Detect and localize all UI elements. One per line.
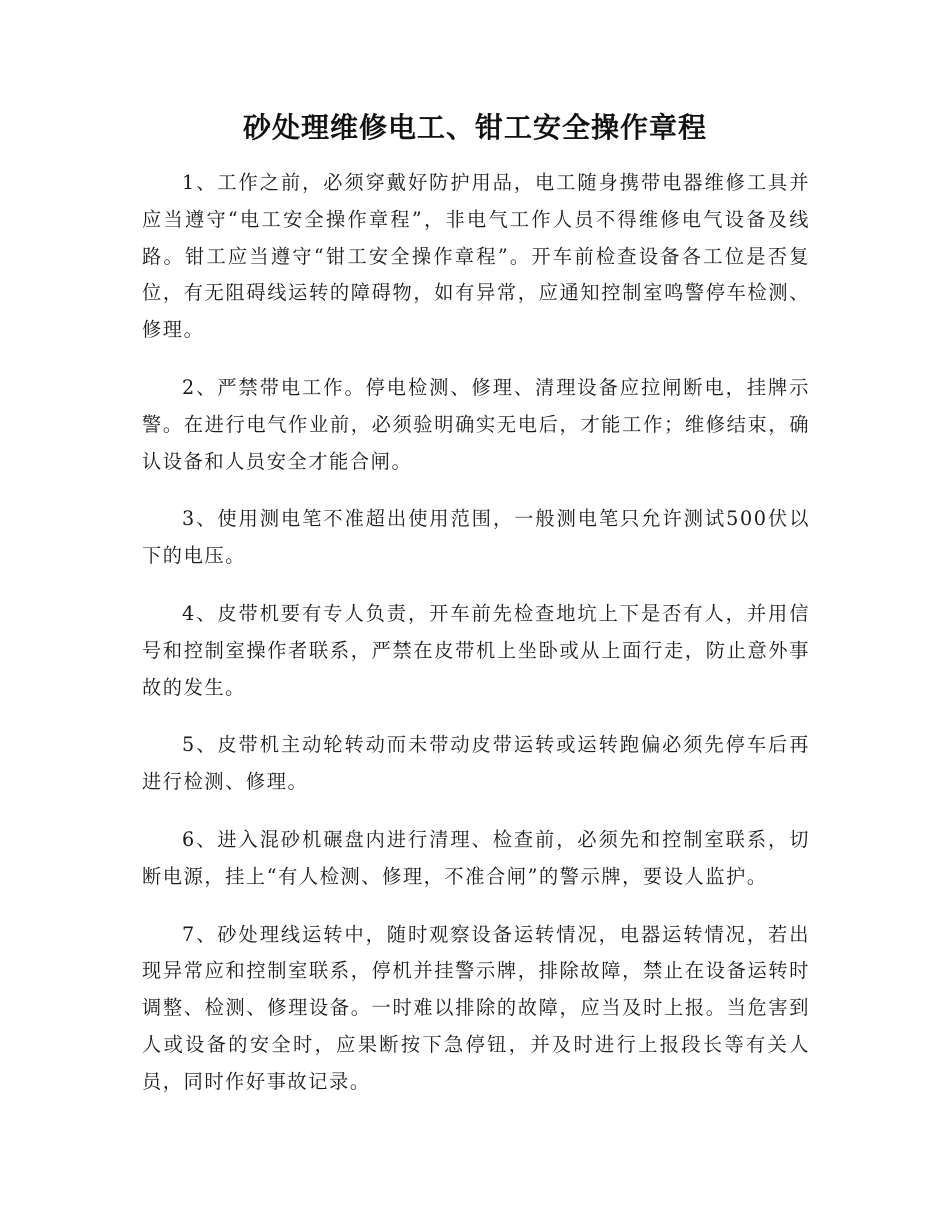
paragraph-4: 4、皮带机要有专人负责，开车前先检查地坑上下是否有人，并用信号和控制室操作者联系，严禁在皮带机上坐卧或从上面行走，防止意外事故的发生。 <box>142 601 810 699</box>
paragraph-2: 2、严禁带电工作。停电检测、修理、清理设备应拉闸断电，挂牌示警。在进行电气作业前，必须验明确实无电后，才能工作；维修结束，确认设备和人员安全才能合闸。 <box>142 375 810 473</box>
paragraph-7: 7、砂处理线运转中，随时观察设备运转情况，电器运转情况，若出现异常应和控制室联系，停机并挂警示牌，排除故障，禁止在设备运转时调整、检测、修理设备。一时难以排除的故障，应当及时上报。当危害到人或设备的安全时，应果断按下急停钮，并及时进行上报段长等有关人员，同时作好事故记录。 <box>142 922 810 1093</box>
document-body <box>142 165 810 1122</box>
page-title: 砂处理维修电工、钳工安全操作章程 <box>242 111 707 144</box>
paragraph-3: 3、使用测电笔不准超出使用范围，一般测电笔只允许测试500伏以下的电压。 <box>142 507 810 568</box>
paragraph-5: 5、皮带机主动轮转动而未带动皮带运转或运转跑偏必须先停车后再进行检测、修理。 <box>142 733 810 794</box>
paragraph-6: 6、进入混砂机碾盘内进行清理、检查前，必须先和控制室联系，切断电源，挂上“有人检测、修理，不准合闸”的警示牌，要设人监护。 <box>142 827 810 888</box>
paragraph-1: 1、工作之前，必须穿戴好防护用品，电工随身携带电器维修工具并应当遵守“电工安全操作章程”，非电气工作人员不得维修电气设备及线路。钳工应当遵守“钳工安全操作章程”。开车前检查设备各工位是否复位，有无阻碍线运转的障碍物，如有异常，应通知控制室鸣警停车检测、修理。 <box>142 171 810 342</box>
